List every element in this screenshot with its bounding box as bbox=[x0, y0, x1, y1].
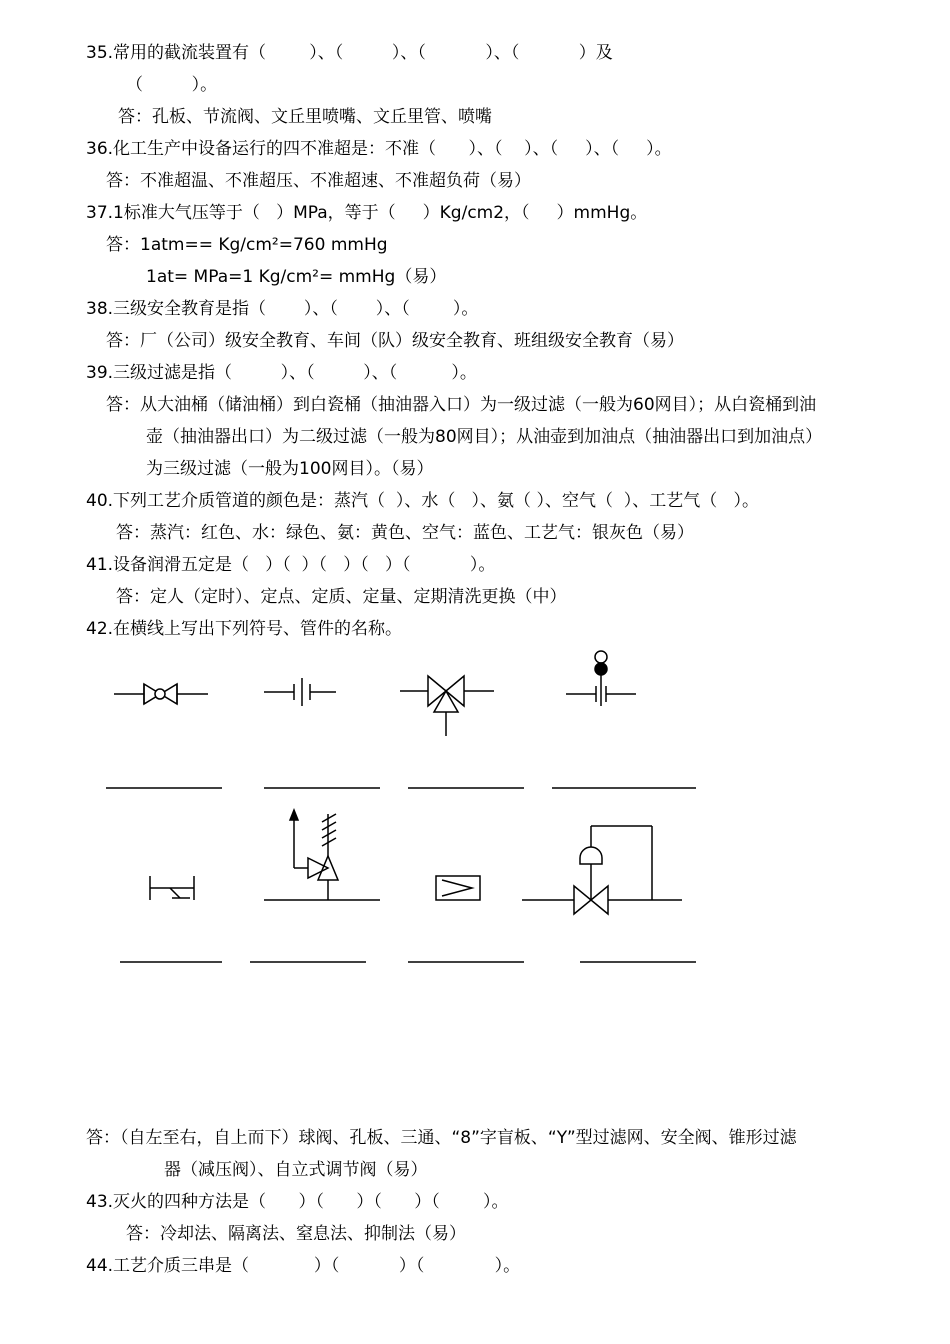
q39-answer1: 答：从大油桶（储油桶）到白瓷桶（抽油器入口）为一级过滤（一般为60网目）；从白瓷桶到油 bbox=[106, 395, 817, 415]
q42-answer1: 答：（自左至右，自上而下）球阀、孔板、三通、“8”字盲板、“Y”型过滤网、安全阀、锥形过滤 bbox=[86, 1128, 797, 1148]
y-strainer-icon bbox=[150, 876, 194, 900]
q36-answer: 答：不准超温、不准超压、不准超速、不准超负荷（易） bbox=[106, 171, 531, 191]
q38-line1: 38.三级安全教育是指（ ）、（ ）、（ ）。 bbox=[86, 299, 479, 319]
q44-line1: 44.工艺介质三串是（ ）（ ）（ ）。 bbox=[86, 1256, 521, 1276]
q41-answer: 答：定人（定时）、定点、定质、定量、定期清洗更换（中） bbox=[116, 587, 567, 607]
q40-line1: 40.下列工艺介质管道的颜色是：蒸汽（ ）、水（ ）、氨（ ）、空气（ ）、工艺气（ ）。 bbox=[86, 491, 759, 511]
q38-answer: 答：厂（公司）级安全教育、车间（队）级安全教育、班组级安全教育（易） bbox=[106, 331, 684, 351]
safety-valve-icon bbox=[264, 810, 380, 900]
q37-answer1: 答：1atm== Kg/cm²=760 mmHg bbox=[106, 235, 388, 255]
q43-answer: 答：冷却法、隔离法、窒息法、抑制法（易） bbox=[126, 1224, 466, 1244]
q42-answer2: 器（减压阀）、自立式调节阀（易） bbox=[164, 1160, 428, 1180]
orifice-plate-icon bbox=[264, 678, 336, 706]
q36-line1: 36.化工生产中设备运行的四不准超是：不准（ ）、（ ）、（ ）、（ ）。 bbox=[86, 139, 672, 159]
q41-line1: 41.设备润滑五定是（ ）（ ）（ ）（ ）（ ）。 bbox=[86, 555, 496, 575]
ball-valve-icon bbox=[114, 684, 208, 704]
self-regulating-valve-icon bbox=[522, 826, 682, 914]
q43-line1: 43.灭火的四种方法是（ ）（ ）（ ）（ ）。 bbox=[86, 1192, 509, 1212]
q42-line1: 42.在横线上写出下列符号、管件的名称。 bbox=[86, 619, 403, 639]
q39-line1: 39.三级过滤是指（ ）、（ ）、（ ）。 bbox=[86, 363, 477, 383]
q35-line2: （ ）。 bbox=[126, 75, 218, 95]
q37-answer2: 1at= MPa=1 Kg/cm²= mmHg（易） bbox=[146, 267, 447, 287]
q37-line1: 37.1标准大气压等于（ ）MPa，等于（ ）Kg/cm2，（ ）mmHg。 bbox=[86, 203, 648, 223]
q35-line1: 35.常用的截流装置有（ ）、（ ）、（ ）、（ ）及 bbox=[86, 43, 613, 63]
q39-answer2: 壶（抽油器出口）为二级过滤（一般为80网目）；从油壶到加油点（抽油器出口到加油点） bbox=[146, 427, 823, 447]
q39-answer3: 为三级过滤（一般为100网目）。（易） bbox=[146, 459, 434, 479]
q40-answer: 答：蒸汽：红色、水：绿色、氨：黄色、空气：蓝色、工艺气：银灰色（易） bbox=[116, 523, 694, 543]
figure-8-blind-icon bbox=[566, 651, 636, 706]
three-way-valve-icon bbox=[400, 676, 494, 736]
cone-filter-icon bbox=[436, 876, 480, 900]
q35-answer: 答：孔板、节流阀、文丘里喷嘴、文丘里管、喷嘴 bbox=[118, 107, 492, 127]
